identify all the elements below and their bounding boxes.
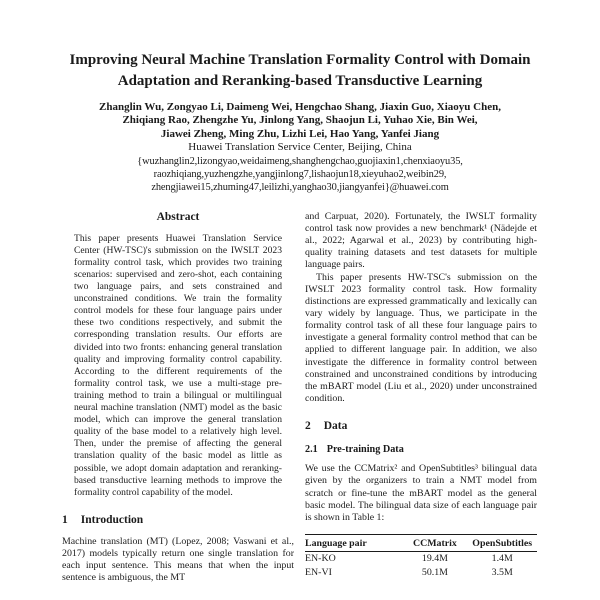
section-number: 1	[62, 513, 68, 526]
left-column	[62, 211, 294, 585]
right-column	[305, 211, 537, 585]
affiliation: Huawei Translation Service Center, Beijing, China	[188, 141, 412, 154]
table-cell: EN-VI	[305, 567, 332, 578]
body-paragraph-submission: This paper presents HW-TSC's submission on the IWSLT 2023 formality control task. How formality distinctions are expressed grammatically and lexically can vary widely by language. Thus, we participate in the formality control task of all these four language pairs to investigate a general formality control method that can be applied to different language pair. In addition, we also investigate the difference in formality control between constrained and unconstrained conditions by introducing the mBART model (Liu et al., 2020) under unconstrained condition.	[305, 271, 537, 405]
table-cell: 1.4M	[491, 553, 513, 564]
abstract-text: This paper presents Huawei Translation Service Center (HW-TSC)'s submission on the IWSLT 2023 formality control task, which provides two training scenarios: supervised and zero-shot, each containing two language pairs, and sets constrained and unconstrained conditions. We train the formality control models for these four language pairs under these two conditions respectively, and submit the corresponding translation results. Our efforts are divided into two fronts: enhancing general translation quality and improving formality control capability. According to the different requirements of the formality control task, we use a multi-stage pre-training method to train a bilingual or multilingual neural machine translation (NMT) model as the basic model, which can improve the general translation quality of the base model to a relatively high level. Then, under the premise of affecting the general translation quality of the basic model as little as possible, we adopt domain adaptation and reranking-based transductive learning methods to improve the formality control capability of the model.	[74, 232, 282, 498]
table-row-en-ko	[305, 551, 537, 566]
author-line-1: Zhanglin Wu, Zongyao Li, Daimeng Wei, Hengchao Shang, Jiaxin Guo, Xiaoyu Chen,	[99, 101, 501, 113]
author-line-3: Jiawei Zheng, Ming Zhu, Lizhi Lei, Hao Yang, Yanfei Jiang	[160, 127, 440, 140]
section-heading-data	[305, 420, 537, 432]
email-block	[0, 155, 600, 194]
two-column-body	[62, 211, 537, 585]
table-header-opensubtitles: OpenSubtitles	[467, 535, 537, 552]
subsection-heading-pretraining-data	[305, 444, 537, 455]
table-header-row	[305, 535, 537, 552]
author-line-2: Zhiqiang Rao, Zhengzhe Yu, Jinlong Yang, Shaojun Li, Yuhao Xie, Bin Wei,	[122, 114, 478, 127]
subsection-number: 2.1	[305, 444, 318, 456]
table-cell: 19.4M	[421, 553, 448, 564]
title-block	[0, 0, 600, 194]
intro-paragraph: Machine translation (MT) (Lopez, 2008; Vaswani et al., 2017) models typically return one single translation for each input sentence. This means that when the input sentence is ambiguous, the MT	[62, 535, 294, 584]
paper-title-line-1: Improving Neural Machine Translation Formality Control with Domain	[69, 52, 531, 68]
author-list	[0, 101, 600, 141]
table-cell: 3.5M	[491, 567, 513, 578]
subsection-title: Pre-training Data	[326, 444, 404, 456]
bilingual-data-table	[305, 534, 537, 580]
body-paragraph-continuation: and Carpuat, 2020). Fortunately, the IWSLT formality control task now provides a new benchmark¹ (Nädejde et al., 2022; Agarwal et al., 2023) by contributing high-quality training datasets and test datasets for multiple language pairs.	[305, 210, 537, 271]
table-header-language-pair: Language pair	[305, 535, 402, 552]
table-row-en-vi	[305, 566, 537, 580]
email-line-3: zhengjiawei15,zhuming47,leilizhi,yanghao30,jiangyanfei}@huawei.com	[151, 181, 449, 193]
section-number: 2	[305, 420, 311, 433]
paper-title-line-2: Adaptation and Reranking-based Transductive Learning	[117, 73, 483, 89]
table-cell: 50.1M	[421, 567, 448, 578]
email-line-2: raozhiqiang,yuzhengzhe,yangjinlong7,lishaojun18,xieyuhao2,weibin29,	[153, 168, 447, 180]
table-cell: EN-KO	[305, 553, 336, 564]
paper-title	[55, 50, 545, 92]
section-title: Introduction	[80, 513, 144, 526]
email-line-1: {wuzhanglin2,lizongyao,weidaimeng,shanghengchao,guojiaxin1,chenxiaoyu35,	[137, 155, 463, 167]
pretraining-paragraph: We use the CCMatrix² and OpenSubtitles³ bilingual data given by the organizers to train a NMT model from scratch or fine-tune the mBART model as the general basic model. The bilingual data size of each language pair is shown in Table 1:	[305, 463, 537, 523]
abstract-heading: Abstract	[156, 210, 200, 223]
section-heading-introduction	[62, 514, 294, 526]
section-title: Data	[323, 420, 348, 433]
table-header-ccmatrix: CCMatrix	[402, 535, 467, 552]
